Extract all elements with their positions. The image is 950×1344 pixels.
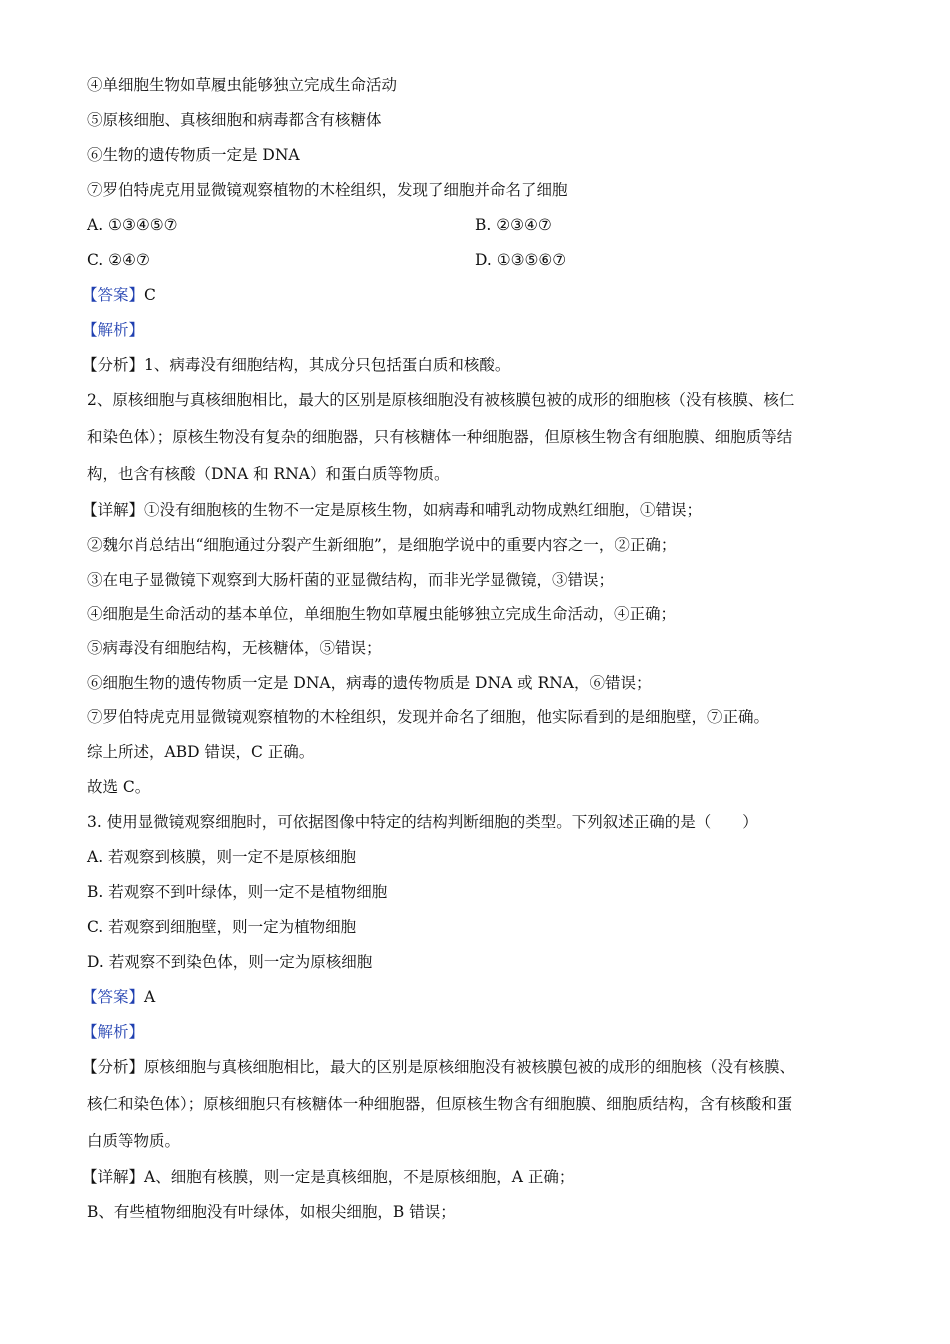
q3-option-d: D. 若观察不到染色体，则一定为原核细胞: [87, 953, 373, 971]
detail-text: A、细胞有核膜，则一定是真核细胞，不是原核细胞，A 正确；: [144, 1168, 575, 1186]
q3-fenxi-c: 白质等物质。: [87, 1132, 181, 1150]
answer-tag: 【答案】: [82, 988, 145, 1006]
statement-7: ⑦罗伯特虎克用显微镜观察植物的木栓组织，发现了细胞并命名了细胞: [87, 181, 568, 199]
q2-fenxi-1: [82, 354, 510, 376]
q3-option-a: A. 若观察到核膜，则一定不是原核细胞: [87, 848, 357, 866]
q2-option-d: D. ①③⑤⑥⑦: [475, 251, 567, 269]
fenxi-tag: 【分析】: [82, 1058, 145, 1076]
q3-analysis-heading: [82, 1021, 144, 1043]
answer-tag: 【答案】: [82, 286, 145, 304]
q2-detail-2: ②魏尔肖总结出“细胞通过分裂产生新细胞”，是细胞学说中的重要内容之一，②正确；: [87, 536, 677, 554]
q2-detail-3: ③在电子显微镜下观察到大肠杆菌的亚显微结构，而非光学显微镜，③错误；: [87, 571, 615, 589]
q2-fenxi-2a: 2、原核细胞与真核细胞相比，最大的区别是原核细胞没有被核膜包被的成形的细胞核（没有核膜、核仁: [87, 391, 795, 409]
q3-fenxi-a: [82, 1056, 795, 1078]
detail-tag: 【详解】: [82, 1168, 145, 1186]
q2-detail-1: [82, 499, 702, 521]
statement-6: ⑥生物的遗传物质一定是 DNA: [87, 146, 300, 164]
answer-value: C: [144, 286, 156, 304]
q3-option-b: B. 若观察不到叶绿体，则一定不是植物细胞: [87, 883, 388, 901]
q2-analysis-heading: [82, 319, 144, 341]
q2-fenxi-2b: 和染色体）；原核生物没有复杂的细胞器，只有核糖体一种细胞器，但原核生物含有细胞膜、细胞质等结: [87, 428, 793, 446]
q3-detail-a: [82, 1166, 574, 1188]
fenxi-tag: 【分析】: [82, 356, 145, 374]
fenxi-text: 原核细胞与真核细胞相比，最大的区别是原核细胞没有被核膜包被的成形的细胞核（没有核膜、: [144, 1058, 796, 1076]
q2-option-b: B. ②③④⑦: [475, 216, 552, 234]
q2-detail-7: ⑦罗伯特虎克用显微镜观察植物的木栓组织，发现并命名了细胞，他实际看到的是细胞壁，⑦正确。: [87, 708, 770, 726]
statement-5: ⑤原核细胞、真核细胞和病毒都含有核糖体: [87, 111, 382, 129]
answer-value: A: [144, 988, 156, 1006]
q3-answer: [82, 986, 155, 1008]
statement-4: ④单细胞生物如草履虫能够独立完成生命活动: [87, 76, 398, 94]
q3-stem: 3. 使用显微镜观察细胞时，可依据图像中特定的结构判断细胞的类型。下列叙述正确的是（ ）: [87, 813, 758, 831]
q2-choose: 故选 C。: [87, 778, 151, 796]
analysis-tag: 【解析】: [82, 1023, 145, 1041]
q2-fenxi-2c: 构，也含有核酸（DNA 和 RNA）和蛋白质等物质。: [87, 465, 450, 483]
fenxi-text: 1、病毒没有细胞结构，其成分只包括蛋白质和核酸。: [144, 356, 511, 374]
q3-fenxi-b: 核仁和染色体）；原核细胞只有核糖体一种细胞器，但原核生物含有细胞膜、细胞质结构，含有核酸和蛋: [87, 1095, 793, 1113]
q2-option-a: A. ①③④⑤⑦: [87, 216, 178, 234]
detail-text: ①没有细胞核的生物不一定是原核生物，如病毒和哺乳动物成熟红细胞，①错误；: [144, 501, 703, 519]
q2-detail-5: ⑤病毒没有细胞结构，无核糖体，⑤错误；: [87, 639, 382, 657]
analysis-tag: 【解析】: [82, 321, 145, 339]
q3-option-c: C. 若观察到细胞壁，则一定为植物细胞: [87, 918, 357, 936]
q2-detail-4: ④细胞是生命活动的基本单位，单细胞生物如草履虫能够独立完成生命活动，④正确；: [87, 605, 677, 623]
q2-answer: [82, 284, 156, 306]
q2-summary: 综上所述，ABD 错误，C 正确。: [87, 743, 315, 761]
q2-option-c: C. ②④⑦: [87, 251, 150, 269]
q3-detail-b: B、有些植物细胞没有叶绿体，如根尖细胞，B 错误；: [87, 1203, 456, 1221]
detail-tag: 【详解】: [82, 501, 145, 519]
q2-detail-6: ⑥细胞生物的遗传物质一定是 DNA，病毒的遗传物质是 DNA 或 RNA，⑥错误；: [87, 674, 652, 692]
